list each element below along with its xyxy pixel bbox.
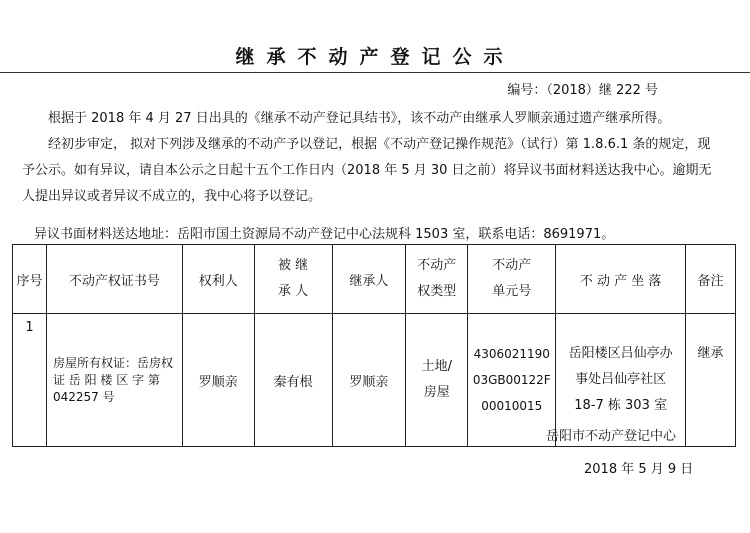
- row-type-line1: 土地/: [421, 359, 452, 374]
- header-cert: 不动产权证书号: [46, 245, 182, 314]
- header-decedent-line2: 承 人: [278, 284, 309, 299]
- row-cert-line1: 房屋所有权证：岳房权: [52, 355, 173, 370]
- row-location-line2: 事处吕仙亭社区: [575, 372, 667, 387]
- row-type-line2: 房屋: [423, 385, 450, 400]
- row-note: 继承: [686, 314, 736, 447]
- header-type-line2: 权类型: [417, 284, 457, 299]
- paragraph-review-notice: 经初步审定， 拟对下列涉及继承的不动产予以登记，根据《不动产登记操作规范》（试行）第 1.8.6.1 条的规定，现予公示。如有异议，请自本公示之日起十五个工作日内（2018 年 5 月 30 日之前）将异议书面材料送达我中心。逾期无人提出异议或者异议不成立的，我中心将予以登记。: [22, 137, 712, 204]
- row-cert: [46, 314, 182, 447]
- title-divider: [0, 72, 750, 73]
- header-decedent-line1: 被 继: [278, 258, 309, 273]
- header-unit: [468, 245, 556, 314]
- header-type: [406, 245, 468, 314]
- row-unit: [468, 314, 556, 447]
- header-note: 备注: [686, 245, 736, 314]
- header-seq: 序号: [13, 245, 47, 314]
- row-unit-line2: 03GB00122F: [472, 373, 551, 387]
- row-heir: 罗顺亲: [332, 314, 406, 447]
- row-type: [406, 314, 468, 447]
- row-cert-line2: 证 岳 阳 楼 区 字 第: [52, 372, 160, 387]
- issuing-organization: 岳阳市不动产登记中心: [546, 429, 677, 444]
- row-cert-line3: 042257 号: [52, 389, 115, 404]
- row-holder: 罗顺亲: [182, 314, 254, 447]
- table-header-row: [13, 245, 736, 314]
- header-holder: 权利人: [182, 245, 254, 314]
- row-location-line3: 18-7 栋 303 室: [574, 398, 667, 413]
- header-unit-line1: 不动产: [492, 258, 532, 273]
- header-decedent: [254, 245, 332, 314]
- row-seq: 1: [13, 314, 47, 447]
- paragraph-inheritance-basis: 根据于 2018 年 4 月 27 日出具的《继承不动产登记具结书》，该不动产由继承人罗顺亲通过遗产继承所得。: [48, 111, 671, 126]
- issue-date: 2018 年 5 月 9 日: [584, 462, 694, 477]
- document-number: 编号：（2018）继 222 号: [507, 83, 658, 98]
- row-unit-line1: 4306021190: [473, 347, 550, 361]
- property-table: [12, 244, 736, 447]
- paragraph-objection-address: 异议书面材料送达地址：岳阳市国土资源局不动产登记中心法规科 1503 室，联系电话：8691971。: [34, 227, 615, 242]
- header-type-line1: 不动产: [417, 258, 457, 273]
- page-title: 继承不动产登记公示: [235, 46, 515, 68]
- row-unit-line3: 00010015: [481, 399, 543, 413]
- header-unit-line2: 单元号: [492, 284, 532, 299]
- row-decedent: 秦有根: [254, 314, 332, 447]
- row-location-line1: 岳阳楼区吕仙亭办: [568, 346, 673, 361]
- header-location: 不 动 产 坐 落: [556, 245, 686, 314]
- header-heir: 继承人: [332, 245, 406, 314]
